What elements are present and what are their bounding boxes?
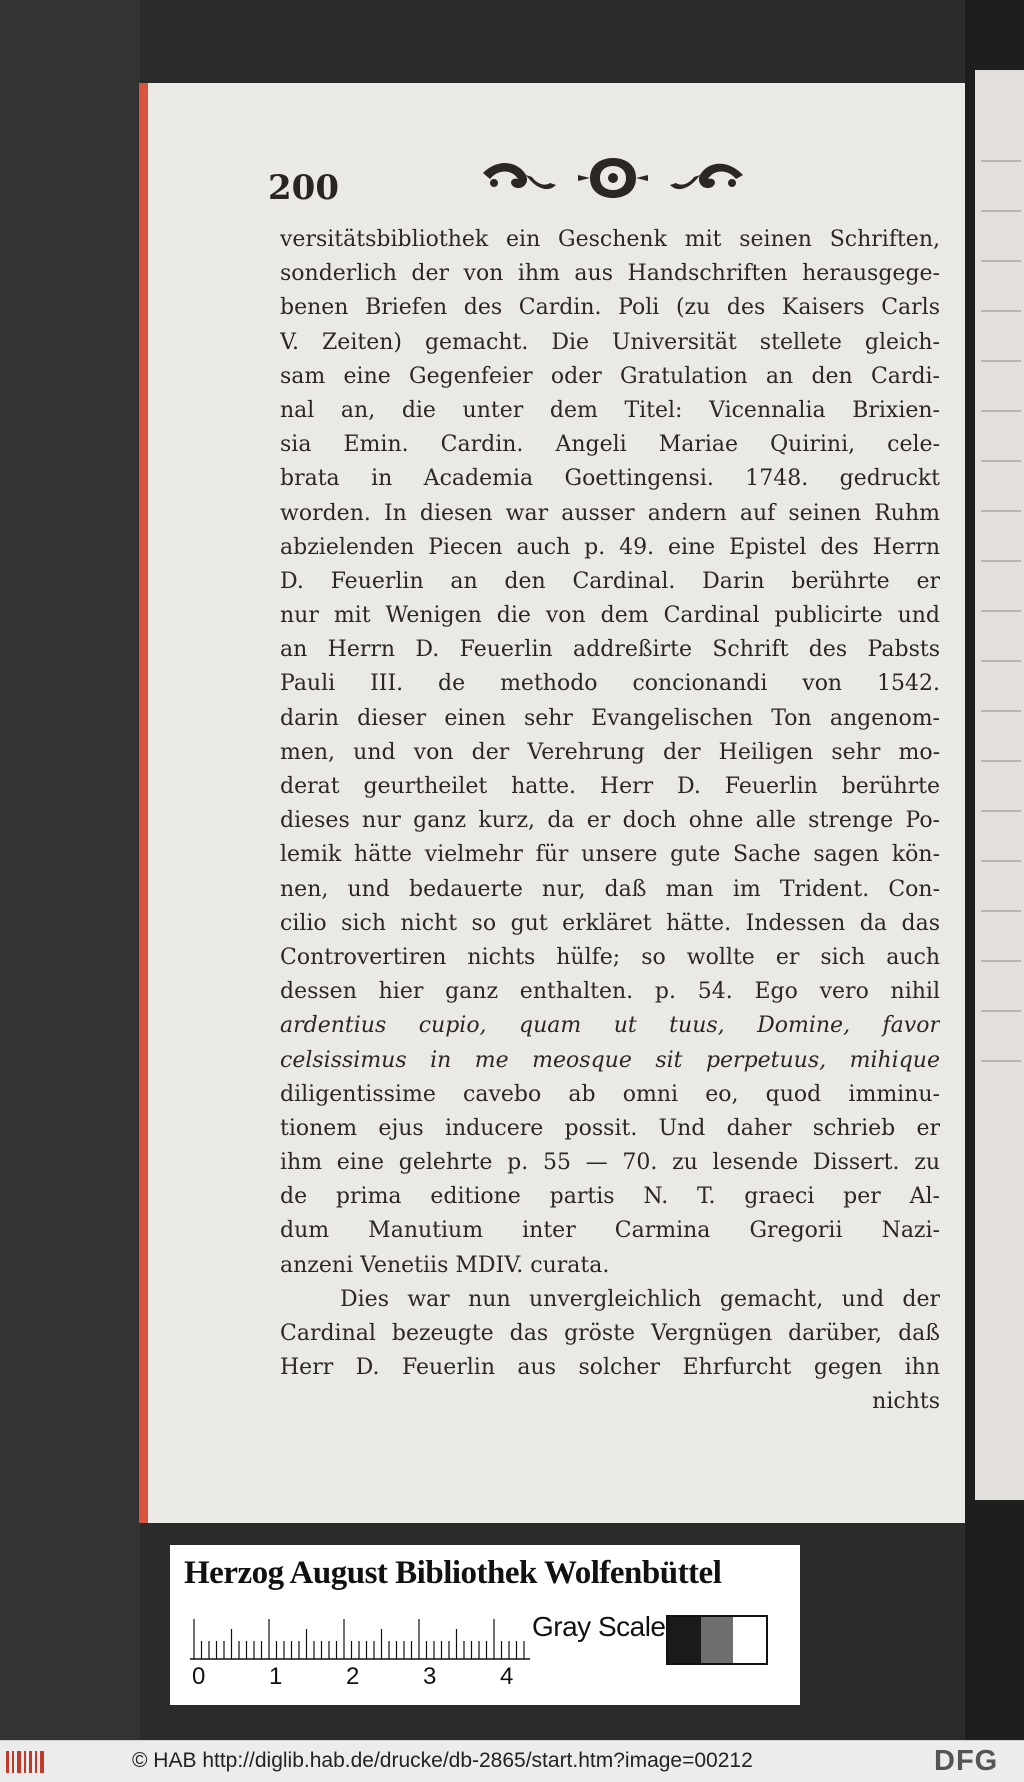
- text-line: ihm eine gelehrte p. 55 — 70. zu lesende Dissert. zu: [280, 1150, 940, 1176]
- text-line: darin dieser einen sehr Evangelischen Ton angenom-: [280, 705, 940, 731]
- dfg-logo: DFG: [934, 1745, 999, 1777]
- text-line: abzielenden Piecen auch p. 49. eine Epistel des Herrn: [280, 534, 940, 560]
- gray-scale-label: Gray Scale: [532, 1611, 666, 1642]
- library-color-card: [170, 1545, 800, 1705]
- text-line: diligentissime cavebo ab omni eo, quod imminu-: [280, 1081, 940, 1107]
- catchword: nichts: [872, 1389, 940, 1415]
- text-line: V. Zeiten) gemacht. Die Universität stellete gleich-: [280, 329, 940, 355]
- text-line: benen Briefen des Cardin. Poli (zu des Kaisers Carls: [280, 295, 940, 321]
- text-line: dieses nur ganz kurz, da er doch ohne alle strenge Po-: [280, 808, 940, 834]
- text-line: brata in Academia Goettingensi. 1748. gedruckt: [280, 466, 940, 492]
- text-line: sia Emin. Cardin. Angeli Mariae Quirini, cele-: [280, 432, 940, 458]
- text-line: nal an, die unter dem Titel: Vicennalia Brixien-: [280, 397, 940, 423]
- text-line: versitätsbibliothek ein Geschenk mit seinen Schriften,: [280, 227, 940, 252]
- text-line: anzeni Venetiis MDIV. curata.: [280, 1252, 610, 1278]
- scan-backdrop-left: [0, 0, 140, 1740]
- viewer-footer: [0, 1740, 1024, 1782]
- text-line: Cardinal bezeugte das gröste Vergnügen darüber, daß: [280, 1321, 940, 1346]
- ruler-number: 4: [500, 1663, 514, 1690]
- text-line: dessen hier ganz enthalten. p. 54. Ego vero nihil: [280, 979, 940, 1005]
- book-page: [148, 83, 965, 1523]
- ruler-icon: [190, 1615, 530, 1660]
- text-line: nen, und bedauerte nur, daß man im Trident. Con-: [280, 876, 940, 902]
- fleuron-ornament-icon: [478, 153, 748, 203]
- text-line: derat geurtheilet hatte. Herr D. Feuerlin berührte: [280, 774, 940, 799]
- permalink-link[interactable]: © HAB http://diglib.hab.de/drucke/db-2865/start.htm?image=00212: [132, 1749, 753, 1772]
- text-line: sam eine Gegenfeier oder Gratulation an den Cardi-: [280, 363, 940, 389]
- text-line: tionem ejus inducere possit. Und daher schrieb er: [280, 1115, 940, 1141]
- text-line: Controvertiren nichts hülfe; so wollte er sich auch: [280, 944, 940, 970]
- text-line: nur mit Wenigen die von dem Cardinal publicirte und: [280, 603, 940, 629]
- text-line: an Herrn D. Feuerlin addreßirte Schrift des Pabsts: [280, 637, 940, 663]
- adjacent-page-edge: [975, 70, 1024, 1500]
- text-line: de prima editione partis N. T. graeci per Al-: [280, 1184, 940, 1210]
- body-text: [280, 223, 940, 1420]
- library-name: Herzog August Bibliothek Wolfenbüttel: [184, 1555, 722, 1591]
- text-line: Pauli III. de methodo concionandi von 1542.: [280, 671, 940, 697]
- text-line: lemik hätte vielmehr für unsere gute Sache sagen kön-: [280, 842, 940, 868]
- text-line: D. Feuerlin an den Cardinal. Darin berührte er: [280, 568, 940, 594]
- page-number: 200: [268, 168, 339, 208]
- text-line: cilio sich nicht so gut erkläret hätte. Indessen da das: [280, 910, 940, 936]
- barcode-logo-icon: [6, 1749, 46, 1775]
- text-line: worden. In diesen war ausser andern auf seinen Ruhm: [280, 500, 940, 526]
- text-line: sonderlich der von ihm aus Handschriften herausgege-: [280, 261, 940, 287]
- ruler-number: 3: [423, 1663, 437, 1690]
- text-line: celsissimus in me meosque sit perpetuus, mihique: [280, 1047, 940, 1073]
- ruler-number: 1: [269, 1663, 283, 1690]
- ruler-number: 0: [192, 1663, 206, 1690]
- text-line: dum Manutium inter Carmina Gregorii Nazi-: [280, 1218, 940, 1244]
- text-line: Herr D. Feuerlin aus solcher Ehrfurcht gegen ihn: [280, 1355, 940, 1381]
- text-line: Dies war nun unvergleichlich gemacht, und der: [340, 1286, 940, 1312]
- text-line: men, und von der Verehrung der Heiligen sehr mo-: [280, 739, 940, 765]
- ruler-number: 2: [346, 1663, 360, 1690]
- text-line: ardentius cupio, quam ut tuus, Domine, favor: [280, 1013, 940, 1039]
- gray-scale-swatch: [666, 1615, 768, 1665]
